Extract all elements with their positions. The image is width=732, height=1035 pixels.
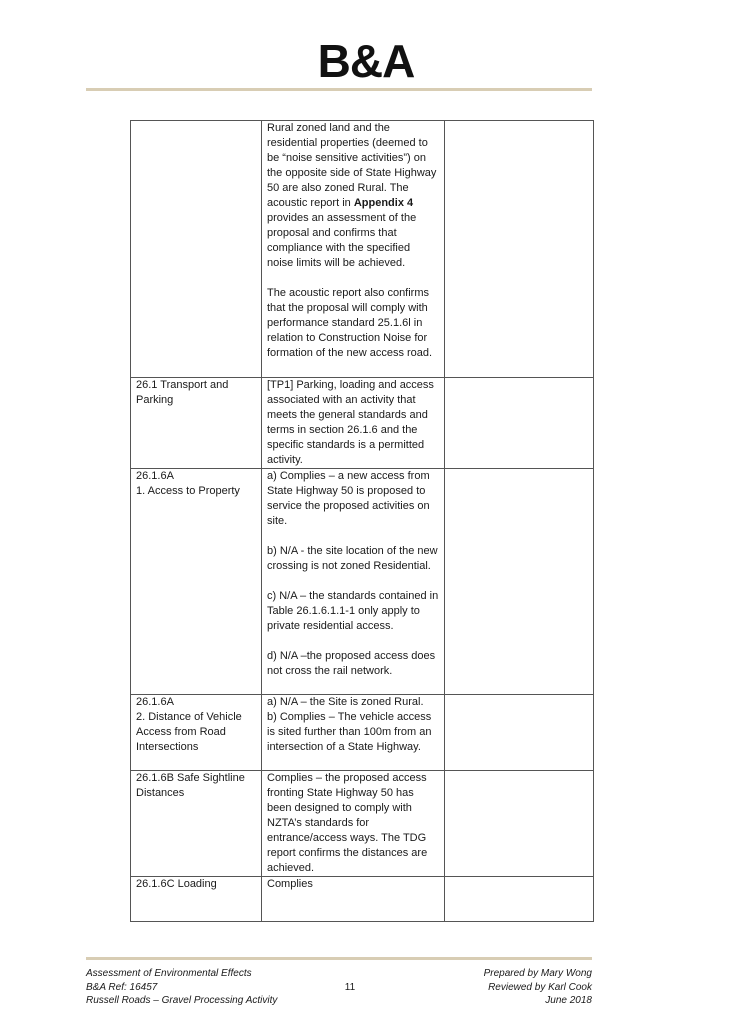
text-run: a) N/A – the Site is zoned Rural. b) Complies – The vehicle access is sited further than 100m from an intersection of a State Highway. xyxy=(267,696,432,753)
assessment-paragraph xyxy=(267,649,439,679)
table-row xyxy=(131,378,594,469)
text-run: d) N/A –the proposed access does not cross the rail network. xyxy=(267,650,436,677)
footer-project: Russell Roads – Gravel Processing Activity xyxy=(86,995,278,1006)
comment-cell xyxy=(445,378,594,469)
text-run: Complies xyxy=(267,878,313,890)
paragraph-gap xyxy=(267,634,439,649)
rule-cell: 26.1.6A 1. Access to Property xyxy=(131,469,262,695)
footer-date: June 2018 xyxy=(545,995,592,1006)
assessment-paragraph xyxy=(267,771,439,876)
text-run: provides an assessment of the proposal and confirms that compliance with the specified noise limits will be achieved. xyxy=(267,212,417,269)
page-number: 11 xyxy=(344,982,356,993)
comment-cell xyxy=(445,695,594,771)
assessment-cell xyxy=(262,469,445,695)
assessment-paragraph xyxy=(267,121,439,271)
text-run: b) N/A - the site location of the new crossing is not zoned Residential. xyxy=(267,545,438,572)
paragraph-gap xyxy=(267,271,439,286)
table-row xyxy=(131,121,594,378)
bold-reference: Appendix 4 xyxy=(353,197,414,209)
text-run: a) Complies – a new access from State Highway 50 is proposed to service the proposed activities on site. xyxy=(267,470,430,527)
assessment-paragraph xyxy=(267,286,439,361)
text-run: [TP1] Parking, loading and access associated with an activity that meets the general standards and terms in section 26.1.6 and the specific standards is a permitted activity. xyxy=(267,379,434,466)
assessment-cell xyxy=(262,121,445,378)
company-logo: B&A xyxy=(317,35,415,87)
assessment-table xyxy=(130,120,594,922)
text-run: c) N/A – the standards contained in Table 26.1.6.1.1-1 only apply to private residential access. xyxy=(267,590,439,632)
assessment-cell xyxy=(262,771,445,877)
header-divider xyxy=(86,88,592,91)
footer-document-title: Assessment of Environmental Effects xyxy=(86,968,252,979)
rule-cell: 26.1.6A 2. Distance of Vehicle Access from Road Intersections xyxy=(131,695,262,771)
rule-cell xyxy=(131,121,262,378)
rule-cell: 26.1.6C Loading xyxy=(131,877,262,922)
paragraph-gap xyxy=(267,574,439,589)
assessment-cell xyxy=(262,378,445,469)
assessment-paragraph xyxy=(267,877,439,892)
footer-reviewed-by: Reviewed by Karl Cook xyxy=(488,981,592,993)
text-run: Complies – the proposed access fronting State Highway 50 has been designed to comply with NZTA’s standards for entrance/access ways. The TDG report confirms the distances are achieved. xyxy=(267,772,428,874)
assessment-cell xyxy=(262,695,445,771)
comment-cell xyxy=(445,121,594,378)
assessment-cell xyxy=(262,877,445,922)
assessment-paragraph xyxy=(267,544,439,574)
table-row xyxy=(131,469,594,695)
assessment-paragraph xyxy=(267,695,439,755)
rule-cell: 26.1 Transport and Parking xyxy=(131,378,262,469)
footer-reference: B&A Ref: 16457 xyxy=(86,981,158,993)
rule-cell: 26.1.6B Safe Sightline Distances xyxy=(131,771,262,877)
text-run: Rural zoned land and the residential properties (deemed to be “noise sensitive activities”) on the opposite side of State Highway 50 are also zoned Rural. The acoustic report in xyxy=(267,122,437,209)
table-row xyxy=(131,877,594,922)
footer-right xyxy=(484,967,592,1008)
table-row xyxy=(131,695,594,771)
footer-prepared-by: Prepared by Mary Wong xyxy=(483,968,592,979)
paragraph-gap xyxy=(267,529,439,544)
table-row xyxy=(131,771,594,877)
comment-cell xyxy=(445,877,594,922)
comment-cell xyxy=(445,771,594,877)
assessment-paragraph xyxy=(267,589,439,634)
assessment-paragraph xyxy=(267,378,439,468)
text-run: The acoustic report also confirms that the proposal will comply with performance standard 25.1.6l in relation to Construction Noise for formation of the new access road. xyxy=(267,287,433,359)
assessment-paragraph xyxy=(267,469,439,529)
footer-divider xyxy=(86,957,592,960)
comment-cell xyxy=(445,469,594,695)
